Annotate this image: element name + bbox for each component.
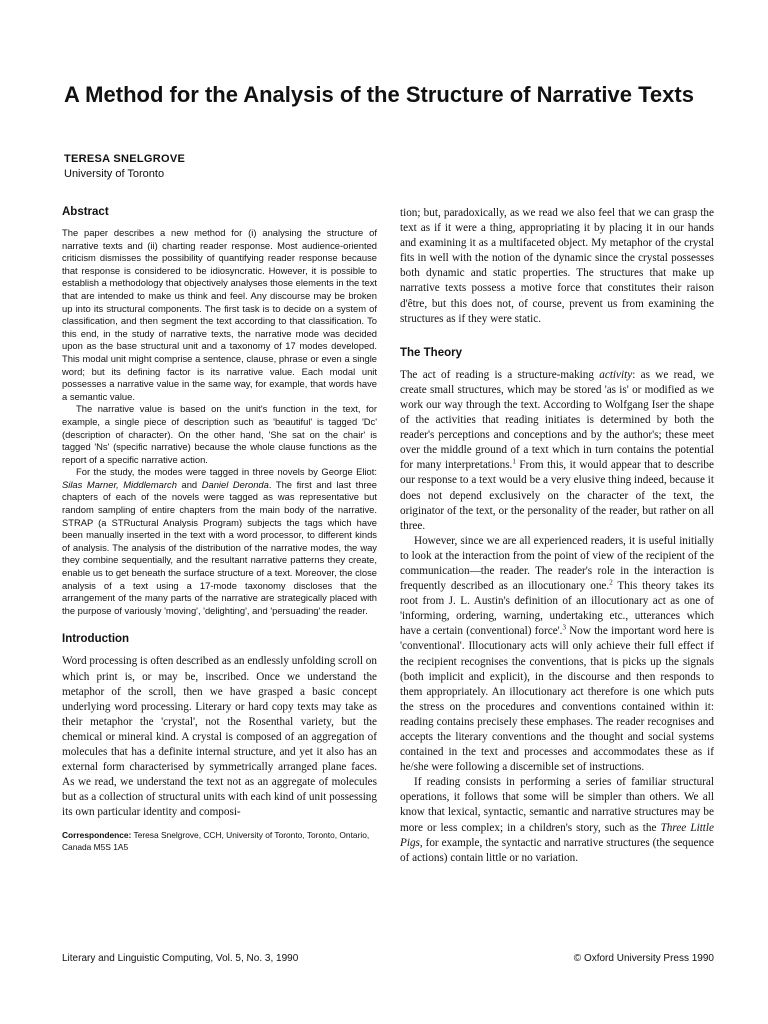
correspondence-address: Teresa Snelgrove, CCH, University of Toronto, Toronto, Ontario, Canada M5S 1A5 <box>62 830 370 852</box>
footnote-ref-3[interactable]: 3 <box>562 623 566 632</box>
copyright-notice: © Oxford University Press 1990 <box>573 953 714 964</box>
abstract-paragraph-1: The paper describes a new method for (i) analysing the structure of narrative texts and (ii) charting reader response. Most audience-oriented criticism dismisses the possibility of quantifying reader response because that response is considered to be idiosyncratic. However, it is possible to establish a methodology that objectively analyses those elements in the text that are intended to make us think and feel. Any discourse may be broken up into its structural components. The first task is to decide on a system of classification, and then segment the text according to that classification. To this end, in the study of narrative texts, the narrative mode was decided upon as the base structural unit and a taxonomy of 17 modes developed. This modal unit might comprise a sentence, clause, phrase or even a single word; but its defining factor is its narrative value. Each modal unit possesses a narrative value in the same way, for example, that words have a semantic value. <box>62 227 377 402</box>
footnote-ref-1[interactable]: 1 <box>512 457 516 466</box>
footnote-ref-2[interactable]: 2 <box>609 578 613 587</box>
theory-paragraph-3 <box>400 775 714 866</box>
introduction-paragraph-1: Word processing is often described as an endlessly unfolding scroll on which print is, or may be, inscribed. Once we understand the metaphor of the scroll, then we have grasped a basic concept underlying word processing. Literary or hard copy texts may take as their metaphor the 'crystal', not the Rosenthal variety, but the chemical or mineral kind. A crystal is composed of an aggregation of molecules that has a definite internal structure, and yet it also has an external form characterised by symmetrically arranged plane faces. As we read, we understand the text not as an aggregate of molecules but as a collection of structural units with each kind of unit possessing its own particular identity and composi- <box>62 655 377 819</box>
theory-p2-end: Now the important word here is 'conventional'. Illocutionary acts will only achieve their full effect if the recipient recognises the conventions, that is picks up the signals (both implicit and explicit), in the discourse and then responds to them appropriately. An illocutionary act therefore is one which puts the stress on the procedures and conventions contained within it: reading contains precisely these emphases. The reader recognises and accepts the literary conventions and the thought and social systems contained in the text and processes and accommodates these as if he/she were following a discernible set of instructions. <box>400 625 715 774</box>
article-title: A Method for the Analysis of the Structure of Narrative Texts <box>64 82 694 107</box>
abstract-p3-and: and <box>176 478 202 490</box>
abstract-paragraph-3 <box>62 466 377 617</box>
theory-paragraph-1 <box>400 368 714 534</box>
correspondence-note <box>62 830 377 853</box>
theory-p3-start: If reading consists in performing a series of familiar structural operations, it follows that some will be simpler than others. We all know that lexical, syntactic, semantic and narrative structures may be more or less complex; in a children's story, such as the <box>400 776 714 834</box>
novel-titles: Silas Marner, Middlemarch <box>62 478 177 490</box>
novel-title-deronda: Daniel Deronda <box>201 478 269 490</box>
author-affiliation: University of Toronto <box>64 168 165 180</box>
introduction-continuation: tion; but, paradoxically, as we read we also feel that we can grasp the text as if it were a thing, appropriating it by placing it in our hands and examining it as a multifaceted object. My metaphor of the crystal fits in well with the notion of the dynamic since the crystal possesses both dynamic and static properties. The structures that make up narrative texts possess a motive force that constitutes their raison d'être, but this does not, of course, prevent us from examining the structures as if they were static. <box>400 207 714 325</box>
author-block <box>64 152 364 182</box>
theory-p1-end: From this, it would appear that to describe our response to a text would be a very elusive thing indeed, because it does not depend exclusively on the character of the text, the originator of the text, or the personality of the reader, but rather on all three. <box>400 459 714 532</box>
author-name: TERESA SNELGROVE <box>64 153 186 165</box>
theory-p2-middle: This theory takes its root from J. L. Austin's definition of an illocutionary act as one of 'informing, ordering, warning, undertaking etc., utterances which have a certain (conventional) force'. <box>400 580 714 638</box>
abstract-p3-end: . The first and last three chapters of each of the novels were tagged as was representative but random sampling of entire chapters from the main body of the narrative. STRAP (a STRuctural Analysis Program) subjects the tags which have been manually inserted in the text with a word processor, to different kinds of analysis. The analysis of the distribution of the narrative modes, the way they combine sequentially, and the resultant narrative patterns they create, enable us to get beneath the surface structure of a text. Moreover, the close analysis of a text using a 17-mode taxonomy discloses that the arrangement of the many parts of the narrative are strategically placed with the purpose of variously 'moving', 'delighting', and 'persuading' the reader. <box>62 478 377 616</box>
theory-p1-start: The act of reading is a structure-making <box>400 368 600 381</box>
abstract-heading: Abstract <box>62 206 109 218</box>
abstract-paragraph-2: The narrative value is based on the unit's function in the text, for example, a single piece of description such as 'beautiful' is tagged 'Dc' (description of character). On the other hand, 'She sat on the chair' is tagged 'Ns' (specific narrative) because the whole clause functions as the report of a specific narrative action. <box>62 403 377 465</box>
abstract-p3-start: For the study, the modes were tagged in three novels by George Eliot: <box>76 466 377 478</box>
journal-citation: Literary and Linguistic Computing, Vol. 5, No. 3, 1990 <box>62 953 299 964</box>
theory-paragraph-2 <box>400 534 714 776</box>
theory-heading: The Theory <box>400 346 462 359</box>
theory-p1-middle: : as we read, we create small structures, which may be stored 'as is' or modified as we work our way through the text. According to Wolfgang Iser the shape of the activities that reading initiates is determined by both the reader's perceptions and conceptions and by the author's; these meet over the middle ground of a text which in turn contains the potential for many interpretations. <box>400 368 714 472</box>
story-title: Three Little Pigs <box>400 821 714 849</box>
correspondence-label: Correspondence: <box>62 830 132 841</box>
theory-p1-emphasis: activity <box>599 368 633 381</box>
theory-p3-end: , for example, the syntactic and narrative structures (the sequence of actions) contain little or no variation. <box>400 836 714 864</box>
theory-p2-start: However, since we are all experienced readers, it is useful initially to look at the interaction from the point of view of the recipient of the communication—the reader. The reader's role in the interaction is frequently described as an illocutionary one. <box>400 534 714 593</box>
right-column <box>400 206 714 866</box>
left-column <box>62 206 377 853</box>
introduction-heading: Introduction <box>62 633 130 646</box>
